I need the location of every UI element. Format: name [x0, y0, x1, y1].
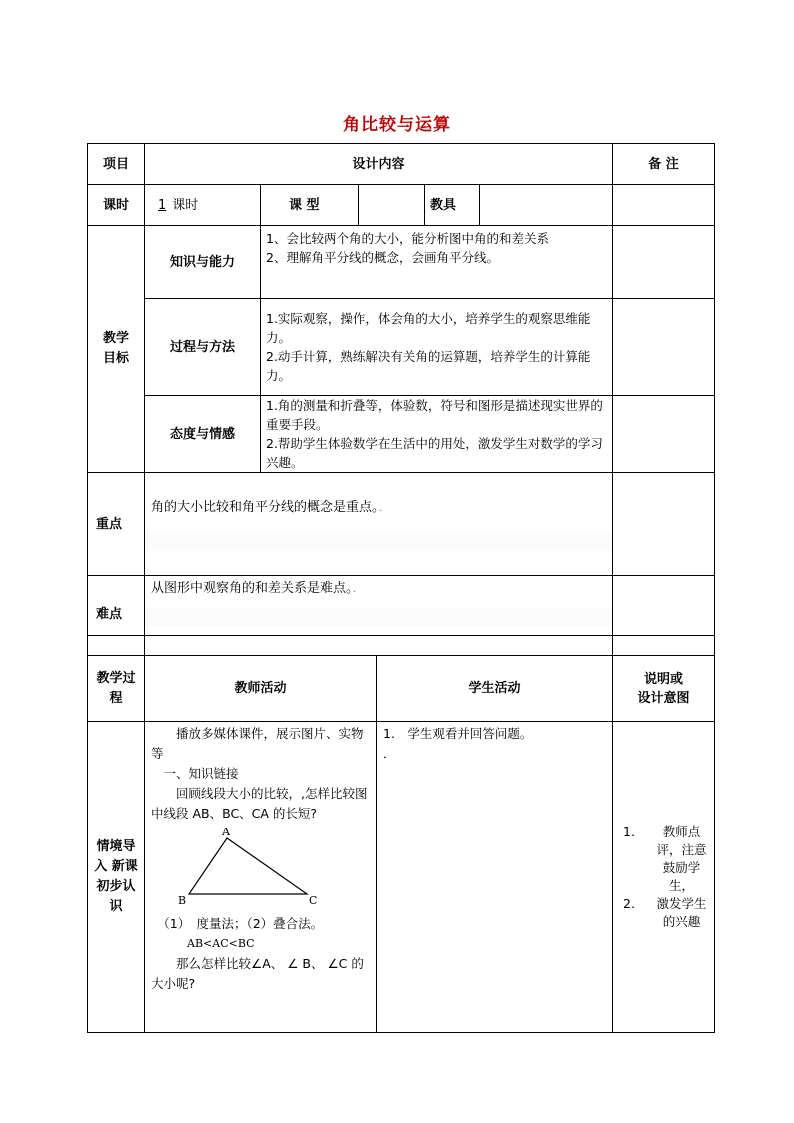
key-point-label: 重点	[88, 473, 145, 576]
lesson-unit: 课时	[172, 197, 199, 213]
student-line: ．	[383, 746, 396, 761]
spacer-cell	[613, 636, 715, 656]
stage-label: 情境导入 新课初步认识	[88, 722, 145, 1033]
intent-list	[617, 823, 710, 931]
key-point-content	[145, 473, 613, 576]
teacher-line: 一、知识链接	[151, 766, 239, 781]
intent-text: 教师点评，注意鼓励学生，	[656, 824, 707, 893]
difficulty-note	[613, 576, 715, 636]
teacher-line: 播放多媒体课件，展示图片、实物等	[151, 726, 364, 761]
difficulty-content	[145, 576, 613, 636]
header-note: 备 注	[613, 144, 715, 185]
student-activity	[377, 722, 613, 1033]
objective-line: 1.实际观察，操作，体会角的大小，培养学生的观察思维能力。	[266, 311, 591, 345]
lesson-note	[613, 185, 715, 226]
objective-content	[261, 226, 613, 299]
objective-content	[261, 299, 613, 396]
objective-name: 过程与方法	[145, 299, 261, 396]
lesson-plan-table	[87, 143, 714, 1033]
methods-line: （1） 度量法；（2）叠合法。	[151, 916, 324, 931]
question-line: 那么怎样比较∠A、 ∠ B、 ∠C 的大小呢?	[151, 956, 364, 991]
objective-line: 2.帮助学生体验数学在生活中的用处，激发学生对数学的学习兴趣。	[266, 436, 603, 470]
objective-line: 1、会比较两个角的大小，能分析图中角的和差关系	[266, 231, 549, 246]
difficulty-band	[145, 608, 612, 626]
inequality-line: AB<AC<BC	[187, 937, 255, 950]
objective-note	[613, 226, 715, 299]
lesson-label: 课时	[88, 185, 145, 226]
lesson-number: 1	[158, 197, 167, 213]
intent-item	[617, 895, 710, 931]
design-intent	[613, 722, 715, 1033]
intent-number: 1.	[623, 824, 635, 839]
objective-note	[613, 396, 715, 473]
teacher-activity-header: 教师活动	[145, 656, 377, 722]
student-activity-header: 学生活动	[377, 656, 613, 722]
student-line: 1. 学生观看并回答问题。	[383, 726, 533, 741]
page-title: 角比较与运算	[343, 115, 451, 135]
intent-item	[617, 823, 710, 895]
tools-label: 教具	[425, 185, 480, 226]
lesson-count	[145, 185, 261, 226]
process-label: 教学过程	[88, 656, 145, 722]
objective-name: 知识与能力	[145, 226, 261, 299]
vertex-a-label: A	[222, 828, 230, 838]
key-point-band	[145, 531, 612, 551]
triangle-diagram	[175, 828, 325, 908]
intent-number: 2.	[623, 896, 635, 911]
objective-note	[613, 299, 715, 396]
objective-line: 2、理解角平分线的概念，会画角平分线。	[266, 250, 499, 265]
tools-value	[480, 185, 613, 226]
type-value	[359, 185, 425, 226]
difficulty-label: 难点	[88, 576, 145, 636]
vertex-c-label: C	[309, 894, 318, 907]
objective-content	[261, 396, 613, 473]
type-label: 课 型	[261, 185, 359, 226]
vertex-b-label: B	[178, 894, 187, 907]
objectives-label: 教学目标	[88, 226, 145, 473]
intent-text: 激发学生的兴趣	[656, 896, 707, 929]
spacer-cell	[88, 636, 145, 656]
teacher-line: 回顾线段大小的比较，,怎样比较图中线段 AB、BC、CA 的长短?	[151, 786, 368, 821]
key-point-note	[613, 473, 715, 576]
teacher-activity	[145, 722, 377, 1033]
objective-name: 态度与情感	[145, 396, 261, 473]
spacer-cell	[145, 636, 613, 656]
objective-line: 1.角的测量和折叠等，体验数，符号和图形是描述现实世界的重要手段。	[266, 398, 603, 432]
header-item: 项目	[88, 144, 145, 185]
difficulty-text: 从图形中观察角的和差关系是难点。．	[151, 581, 366, 596]
key-point-text: 角的大小比较和角平分线的概念是重点。．	[151, 499, 392, 515]
objective-line: 2.动手计算，熟练解决有关角的运算题，培养学生的计算能力。	[266, 349, 591, 383]
design-intent-header: 说明或 设计意图	[613, 656, 715, 722]
header-design: 设计内容	[145, 144, 613, 185]
